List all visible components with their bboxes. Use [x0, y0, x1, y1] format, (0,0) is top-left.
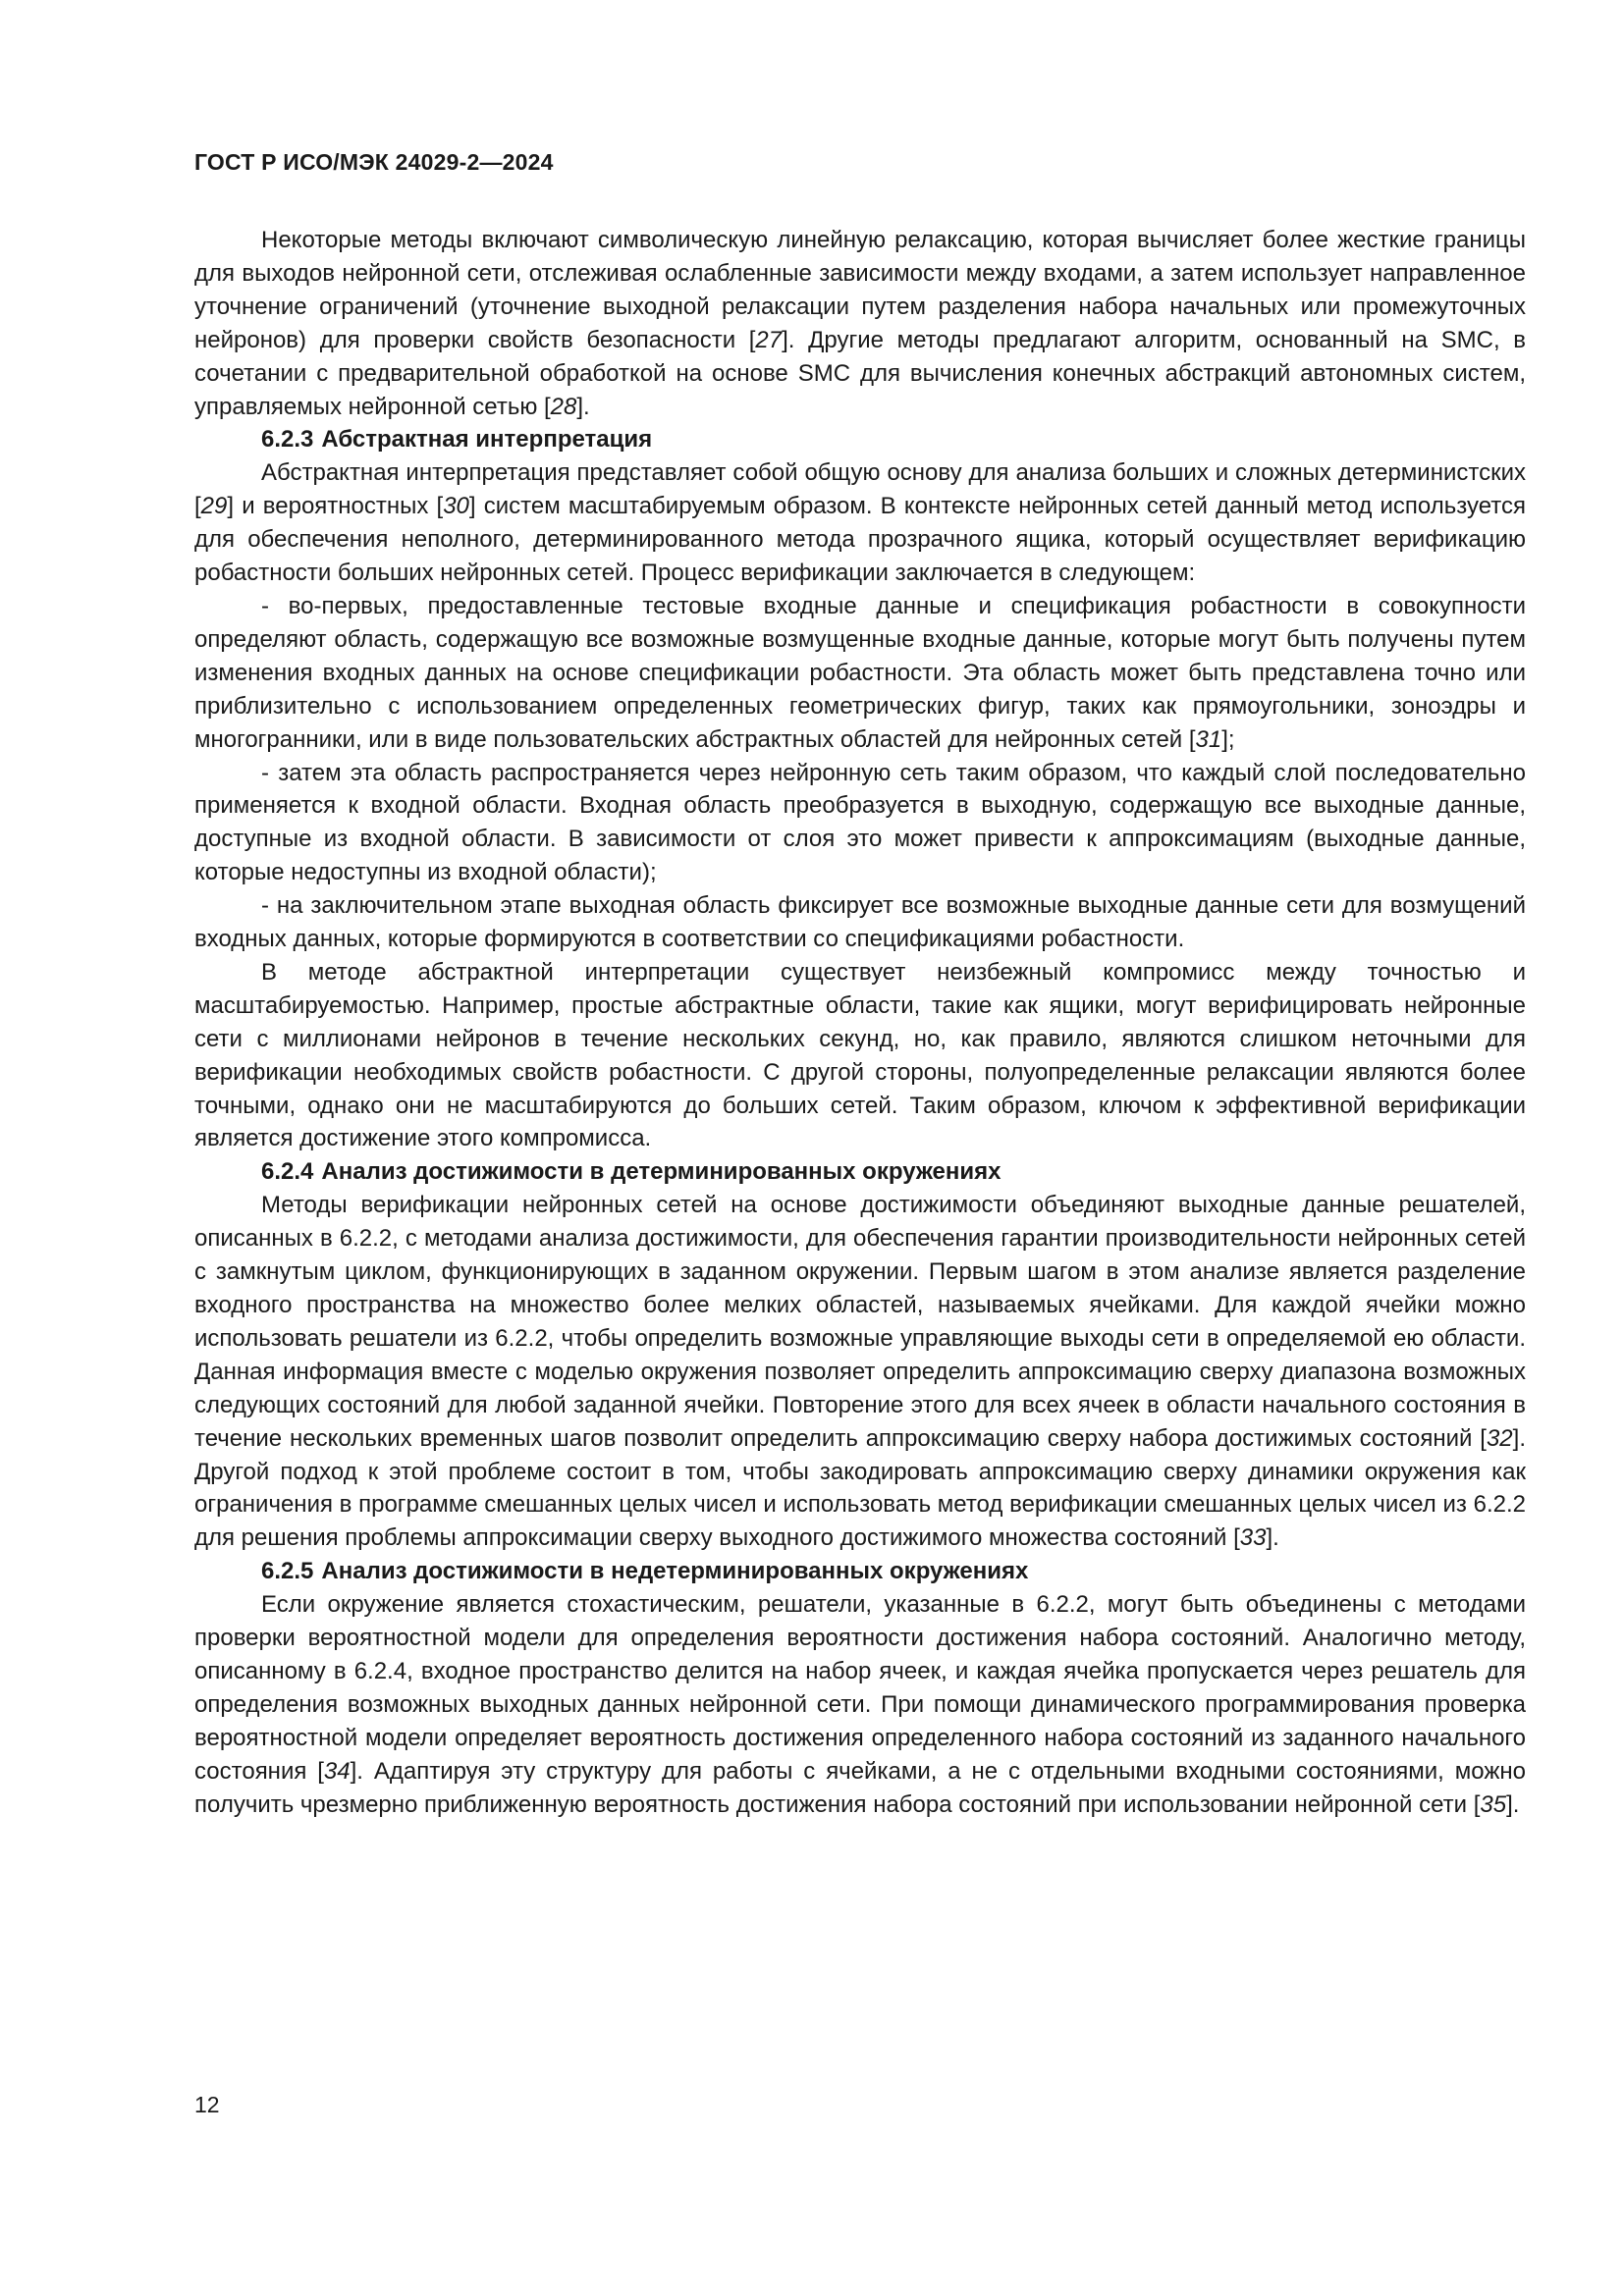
section-heading-6-2-4: [194, 1155, 1526, 1189]
list-item: - на заключительном этапе выходная область фиксирует все возможные выходные данные сети для возмущений входных данных, которые формируются в соответствии со спецификациями робастности.: [194, 892, 1526, 953]
text: ]. Адаптируя эту структуру для работы с ячейками, а не с отдельными входными состояниями, можно получить чрезмерно приближенную вероятность достижения набора состояний при использовании нейронной сети [: [194, 1757, 1526, 1818]
paragraph: В методе абстрактной интерпретации существует неизбежный компромисс между точностью и масштабируемостью. Например, простые абстрактные области, такие как ящики, могут верифицировать нейронные сети с миллионами нейронов в течение нескольких секунд, но, как правило, являются слишком неточными для верификации необходимых свойств робастности. С другой стороны, полуопределенные релаксации являются более точными, однако они не масштабируются до больших сетей. Таким образом, ключом к эффективной верификации является достижение этого компромисса.: [194, 958, 1526, 1152]
text: ];: [1221, 725, 1235, 753]
text: ] систем масштабируемым образом. В контексте нейронных сетей данный метод используется для обеспечения неполного, детерминированного метода прозрачного ящика, который осуществляет верификацию робастности больших нейронных сетей. Процесс верификации заключается в следующем:: [194, 493, 1526, 587]
page-number: 12: [194, 2092, 220, 2117]
section-title: Анализ достижимости в детерминированных окружениях: [321, 1158, 1001, 1186]
text: ] и вероятностных [: [227, 493, 444, 520]
section-number: 6.2.3: [261, 426, 314, 454]
list-item: [194, 590, 1526, 757]
document-header: ГОСТ Р ИСО/МЭК 24029-2—2024: [194, 149, 554, 175]
document-body: [194, 224, 1526, 1822]
section-heading-6-2-3: [194, 423, 1526, 456]
paragraph: [194, 456, 1526, 590]
text: Некоторые методы включают символическую линейную релаксацию, которая вычисляет более жесткие границы для выходов нейронной сети, отслеживая ослабленные зависимости между входами, а затем использует направленное уточнение ограничений (уточнение выходной релаксации путем разделения набора начальных или промежуточных нейронов) для проверки свойств безопасности [: [194, 227, 1526, 353]
section-title: Абстрактная интерпретация: [321, 426, 653, 454]
paragraph: [194, 1588, 1526, 1821]
text: ].: [1266, 1524, 1279, 1552]
text: Методы верификации нейронных сетей на основе достижимости объединяют выходные данные решателей, описанных в 6.2.2, с методами анализа достижимости, для обеспечения гарантии производительности нейронных сетей с замкнутым циклом, функционирующих в заданном окружении. Первым шагом в этом анализе является разделение входного пространства на множество более мелких областей, называемых ячейками. Для каждой ячейки можно использовать решатели из 6.2.2, чтобы определить возможные управляющие выходы сети в определяемой ею области. Данная информация вместе с моделью окружения позволяет определить аппроксимацию сверху диапазона возможных следующих состояний для любой заданной ячейки. Повторение этого для всех ячеек в области начального состояния в течение нескольких временных шагов позволит определить аппроксимацию сверху набора достижимых состояний [: [194, 1192, 1526, 1452]
text: Абстрактная интерпретация представляет собой общую основу для анализа больших и сложных детерминистских [: [194, 459, 1526, 520]
reference: 31: [1195, 725, 1222, 753]
section-title: Анализ достижимости в недетерминированных окружениях: [321, 1558, 1029, 1585]
reference: 34: [323, 1757, 351, 1785]
text: ].: [576, 393, 590, 420]
reference: 33: [1239, 1524, 1267, 1552]
reference: 35: [1480, 1790, 1507, 1818]
paragraph: [194, 224, 1526, 423]
text: - во-первых, предоставленные тестовые входные данные и спецификация робастности в совокупности определяют область, содержащую все возможные возмущенные входные данные, которые могут быть получены путем изменения входных данных на основе спецификации робастности. Эта область может быть представлена точно или приблизительно с использованием определенных геометрических фигур, таких как прямоугольники, зоноэдры и многогранники, или в виде пользовательских абстрактных областей для нейронных сетей [: [194, 592, 1526, 753]
text: ]. Другой подход к этой проблеме состоит в том, чтобы закодировать аппроксимацию сверху динамики окружения как ограничения в программе смешанных целых чисел и использовать метод верификации смешанных целых чисел из 6.2.2 для решения проблемы аппроксимации сверху выходного достижимого множества состояний [: [194, 1424, 1526, 1552]
text: ]. Другие методы предлагают алгоритм, основанный на SMC, в сочетании с предварительной обработкой на основе SMC для вычисления конечных абстракций автономных систем, управляемых нейронной сетью [: [194, 326, 1527, 420]
text: Если окружение является стохастическим, решатели, указанные в 6.2.2, могут быть объединены с методами проверки вероятностной модели для определения вероятности достижения набора состояний. Аналогично методу, описанному в 6.2.4, входное пространство делится на набор ячеек, и каждая ячейка пропускается через решатель для определения возможных выходных данных нейронной сети. При помощи динамического программирования проверка вероятностной модели определяет вероятность достижения определенного набора состояний из заданного начального состояния [: [194, 1591, 1526, 1785]
section-number: 6.2.4: [261, 1158, 314, 1186]
list-item: - затем эта область распространяется через нейронную сеть таким образом, что каждый слой последовательно применяется к входной области. Входная область преобразуется в выходную, содержащую все выходные данные, доступные из входной области. В зависимости от слоя это может привести к аппроксимациям (выходные данные, которые недоступны из входной области);: [194, 759, 1526, 886]
text: ].: [1506, 1790, 1520, 1818]
reference: 28: [550, 393, 577, 420]
paragraph: [194, 1189, 1526, 1555]
reference: 32: [1486, 1424, 1513, 1452]
reference: 27: [755, 326, 783, 353]
reference: 30: [443, 493, 469, 520]
reference: 29: [200, 493, 228, 520]
section-heading-6-2-5: [194, 1555, 1526, 1588]
section-number: 6.2.5: [261, 1558, 314, 1585]
